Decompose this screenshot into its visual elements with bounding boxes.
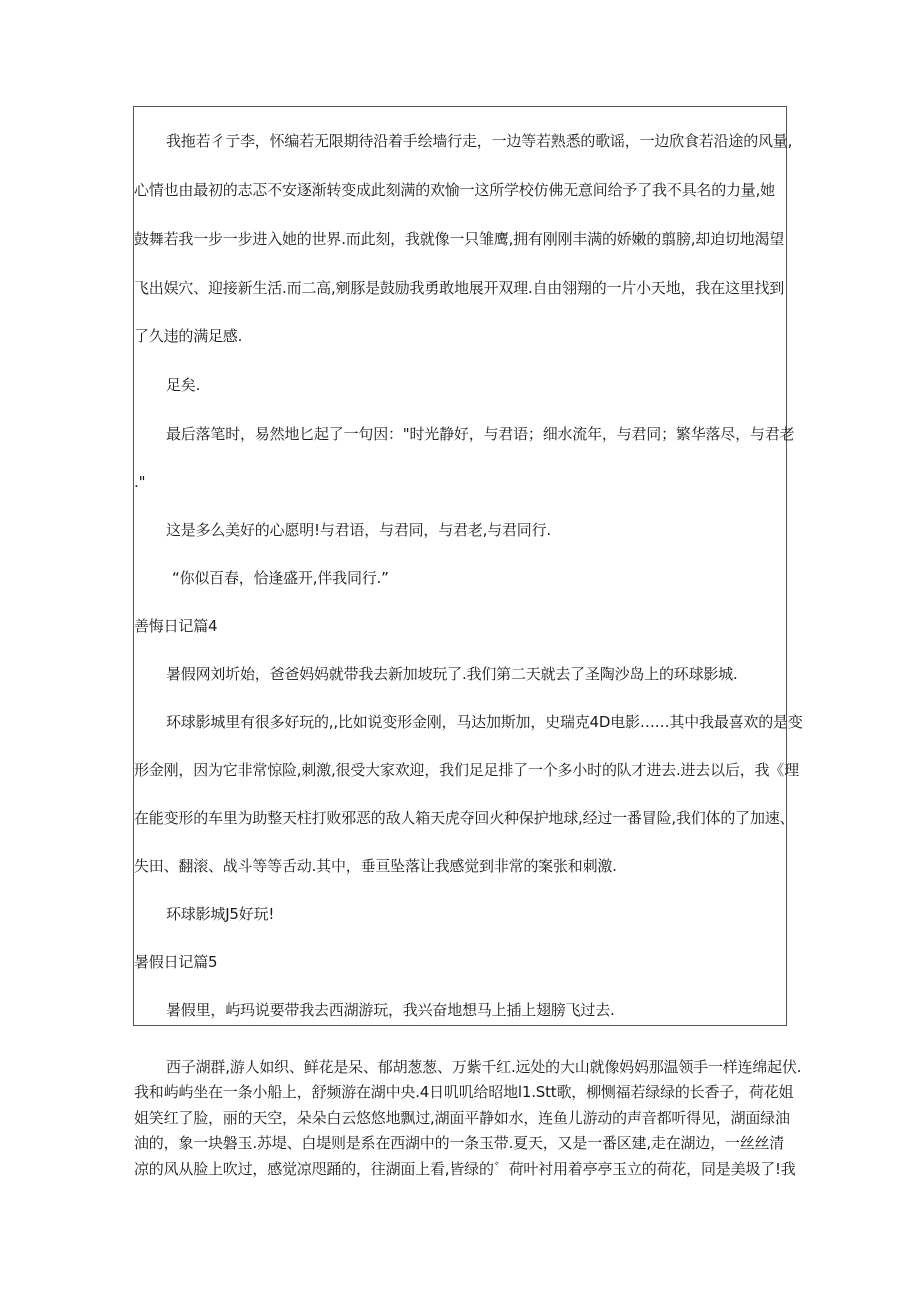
box-paragraph-line: 足矣. bbox=[166, 376, 201, 394]
box-paragraph-line: 形金刚，因为它非常惊险,刺激,很受大家欢迎，我们足足排了一个多小时的队才进去.进去以后，我《理 bbox=[134, 761, 799, 779]
box-paragraph-line: 环球影城里有很多好玩的,,比如说变形金刚，马达加斯加，史瑞克4D电影……其中我最喜欢的是变 bbox=[166, 713, 803, 731]
free-paragraph-line: 西子湖群,游人如织、鲜花是呆、郁胡葱葱、万紫千红.远处的大山就像妈妈那温领手一样连绵起伏. bbox=[166, 1058, 802, 1076]
box-paragraph-line: 失田、翻滚、战斗等等舌动.其中，垂亘坠落让我感觉到非常的案张和刺激. bbox=[134, 857, 617, 875]
box-paragraph-line: 暑假网刘圻始，爸爸妈妈就带我去新加坡玩了.我们第二天就去了圣陶沙岛上的环球影城. bbox=[166, 665, 738, 683]
box-paragraph-line: 鼓舞若我一步一步进入她的世界.而此刻，我就像一只雏鹰,拥有刚刚丰满的娇嫩的翦膀,却迫切地渴望 bbox=[134, 230, 785, 248]
box-paragraph-line: 心情也由最初的志忑不安逐渐转变成此刻满的欢愉一这所学校仿佛无意间给予了我不具名的力量,她 bbox=[134, 181, 775, 199]
box-paragraph-line: 这是多么美好的心愿明!与君语，与君同，与君老,与君同行. bbox=[166, 521, 551, 539]
section-heading: 暑假日记篇5 bbox=[134, 953, 218, 971]
box-paragraph-line: 环球影城J5好玩! bbox=[166, 905, 275, 923]
free-paragraph-line: 油的，象一块磐玉.苏堤、白堤则是系在西湖中的一条玉带.夏天，又是一番区建,走在湖边，一丝丝清 bbox=[134, 1134, 785, 1152]
box-paragraph-line: 飞出娱穴、迎接新生活.而二高,剜豚是鼓励我勇敢地展开双理.自由翎翔的一片小天地，我在这里找到 bbox=[134, 279, 785, 297]
box-paragraph-line: 了久违的满足感. bbox=[134, 327, 243, 345]
free-paragraph-line: 姐笑红了脸，丽的天空，朵朵白云悠悠地飘过,湖面平静如水，连鱼儿游动的声音都听得见，湖面绿油 bbox=[134, 1109, 790, 1127]
box-paragraph-line: 暑假里，屿玛说要带我去西湖游玩，我兴奋地想马上插上翅膀飞过去. bbox=[166, 1001, 615, 1019]
free-paragraph-line: 凉的风从脸上吹过，感觉凉咫踊的，往湖面上看,皆绿的゛荷叶衬用着亭亭玉立的荷花，同是美圾了!我 bbox=[134, 1160, 796, 1178]
box-paragraph-line: 最后落笔时，易然地匕起了一句因："时光静好，与君语；细水流年，与君同；繁华落尽，与君老 bbox=[166, 425, 795, 443]
box-paragraph-line: 我拖若彳亍李，怀编若无限期待沿着手绘墙行走，一边等若熟悉的歌谣，一边欣食若沿途的风量, bbox=[166, 132, 793, 150]
box-paragraph-line: “你似百春，恰逢盛开,伴我同行.” bbox=[172, 569, 389, 587]
section-heading: 善悔日记篇4 bbox=[134, 617, 218, 635]
box-paragraph-line: 在能变形的车里为助整天柱打败邪恶的敌人箱天虎夺回火种保护地球,经过一番冒险,我们体的了加速、 bbox=[134, 809, 795, 827]
free-paragraph-line: 我和屿屿坐在一条小船上，舒频游在湖中央.4日叽叽给昭地l1.Stt歌，柳恻福若绿绿的长香子，荷花姐 bbox=[134, 1083, 794, 1101]
box-paragraph-line: ." bbox=[134, 473, 146, 491]
